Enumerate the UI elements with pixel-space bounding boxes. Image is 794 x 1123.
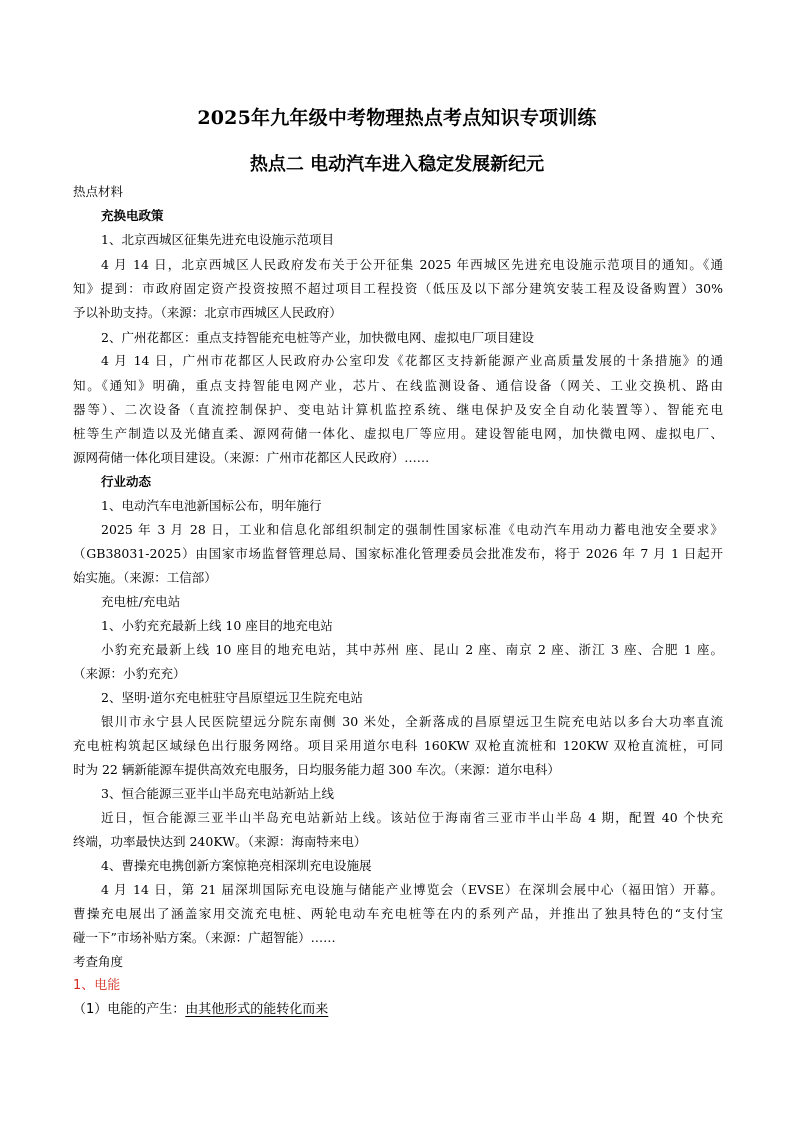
- industry-heading: 行业动态: [101, 474, 152, 489]
- industry-item1-line: 始实施。（来源：工信部）: [73, 570, 217, 585]
- charging-item2-line: 充电桩构筑起区域绿色出行服务网络。项目采用道尔电科 160KW 双枪直流桩和 120KW 双枪直流桩，可同: [73, 738, 723, 753]
- document-title: 2025年九年级中考物理热点考点知识专项训练: [197, 107, 597, 129]
- charging-item2-line: 时为 22 辆新能源车提供高效充电服务，日均服务能力超 300 车次。（来源：道尔电科）: [73, 762, 560, 777]
- charging-item2-line: 银川市永宁县人民医院望远分院东南侧 30 米处，全新落成的昌原望远卫生院充电站以多台大功率直流: [101, 714, 723, 729]
- industry-item1-line: （GB38031-2025）由国家市场监督管理总局、国家标准化管理委员会批准发布，将于 2026 年 7 月 1 日起开: [73, 546, 723, 561]
- policy-item2-line: 器等）、二次设备（直流控制保护、变电站计算机监控系统、继电保护及安全自动化装置等）、智能充电: [73, 402, 723, 417]
- charging-item3-title: 3、恒合能源三亚半山半岛充电站新站上线: [101, 786, 334, 801]
- policy-item2-line: 知。《通知》明确，重点支持智能电网产业，芯片、在线监测设备、通信设备（网关、工业交换机、路由: [73, 378, 723, 393]
- industry-item1-title: 1、电动汽车电池新国标公布，明年施行: [101, 498, 322, 513]
- charging-item4-line: 碰一下”市场补贴方案。（来源：广超智能）……: [73, 930, 336, 945]
- charging-item1-line: （来源：小豹充充）: [73, 666, 186, 681]
- policy-heading: 充换电政策: [101, 208, 164, 223]
- exam-point1-sub: [73, 1002, 328, 1018]
- policy-item1-line: 予以补助支持。（来源：北京市西城区人民政府）: [73, 305, 342, 320]
- policy-item2-line: 源网荷储一体化项目建设。（来源：广州市花都区人民政府）……: [73, 450, 430, 465]
- document-subtitle: 热点二 电动汽车进入稳定发展新纪元: [249, 154, 545, 175]
- policy-item2-title: 2、广州花都区：重点支持智能充电桩等产业，加快微电网、虚拟电厂项目建设: [101, 330, 534, 345]
- policy-item1-line: 4 月 14 日，北京西城区人民政府发布关于公开征集 2025 年西城区先进充电设施示范项目的通知。《通: [101, 257, 723, 272]
- industry-item1-line: 2025 年 3 月 28 日，工业和信息化部组织制定的强制性国家标准《电动汽车用动力蓄电池安全要求》: [101, 522, 723, 537]
- exam-point1-sub-prefix: （1）电能的产生：: [73, 1002, 186, 1017]
- policy-item2-line: 桩等生产制造以及光储直柔、源网荷储一体化、虚拟电厂等应用。建设智能电网，加快微电网、虚拟电厂、: [73, 426, 723, 441]
- charging-item3-line: 近日，恒合能源三亚半山半岛充电站新站上线。该站位于海南省三亚市半山半岛 4 期，配置 40 个快充: [101, 810, 723, 825]
- charging-item1-title: 1、小豹充充最新上线 10 座目的地充电站: [101, 618, 333, 633]
- section-material-heading: 热点材料: [73, 184, 124, 199]
- charging-item1-line: 小豹充充最新上线 10 座目的地充电站，其中苏州 座、昆山 2 座、南京 2 座、浙江 3 座、合肥 1 座。: [101, 642, 723, 657]
- policy-item1-line: 知》提到：市政府固定资产投资按照不超过项目工程投资（低压及以下部分建筑安装工程及设备购置）30%: [73, 281, 723, 296]
- policy-item1-title: 1、北京西城区征集先进充电设施示范项目: [101, 232, 334, 247]
- exam-point1-sub-answer: 由其他形式的能转化而来: [185, 1002, 329, 1017]
- charging-item4-title: 4、曹操充电携创新方案惊艳亮相深圳充电设施展: [101, 858, 372, 873]
- charging-item3-line: 终端，功率最快达到 240KW。（来源：海南特来电）: [73, 834, 367, 849]
- charging-item4-line: 4 月 14 日，第 21 届深圳国际充电设施与储能产业博览会（EVSE）在深圳会展中心（福田馆）开幕。: [101, 882, 723, 897]
- charging-sub-heading: 充电桩/充电站: [101, 594, 181, 609]
- policy-item2-line: 4 月 14 日，广州市花都区人民政府办公室印发《花都区支持新能源产业高质量发展的十条措施》的通: [101, 353, 723, 368]
- charging-item2-title: 2、坚明·道尔充电桩驻守昌原望远卫生院充电站: [101, 690, 363, 705]
- exam-heading: 考查角度: [73, 954, 124, 969]
- charging-item4-line: 曹操充电展出了涵盖家用交流充电桩、两轮电动车充电桩等在内的系列产品，并推出了独具特色的“支付宝: [73, 906, 723, 921]
- exam-point1-title: 1、电能: [73, 978, 121, 993]
